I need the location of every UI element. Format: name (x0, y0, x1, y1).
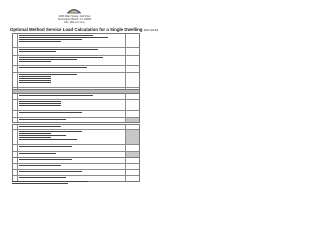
form-title-ref: (NEC 220.82) (143, 29, 159, 32)
table-row (13, 110, 139, 117)
table-row (13, 144, 139, 151)
table-row (13, 65, 139, 72)
table-row (13, 72, 139, 87)
table-row (13, 55, 139, 65)
address-line-2: Kensington Beach, FL 33060 (57, 18, 92, 21)
table-row (13, 47, 139, 55)
city-seal-logo (66, 6, 82, 14)
form-title-text: Optional Method Service Load Calculation for a Single Dwelling (10, 27, 143, 32)
calc-table-section-4 (12, 157, 140, 182)
table-row (13, 34, 139, 47)
table-row (13, 117, 139, 122)
table-row (13, 99, 139, 110)
table-row (13, 129, 139, 144)
form-title (10, 27, 158, 32)
calc-table-section-2 (12, 93, 140, 123)
footnote-block (12, 180, 92, 185)
address-line-3: Fax: 954.xxx.xxxx (64, 21, 85, 24)
calc-table-section-3 (12, 124, 140, 158)
address-line-1: 1000 Main Street, 2nd Floor (58, 15, 91, 18)
calc-table-section-1 (12, 33, 140, 94)
document-page (0, 0, 159, 198)
